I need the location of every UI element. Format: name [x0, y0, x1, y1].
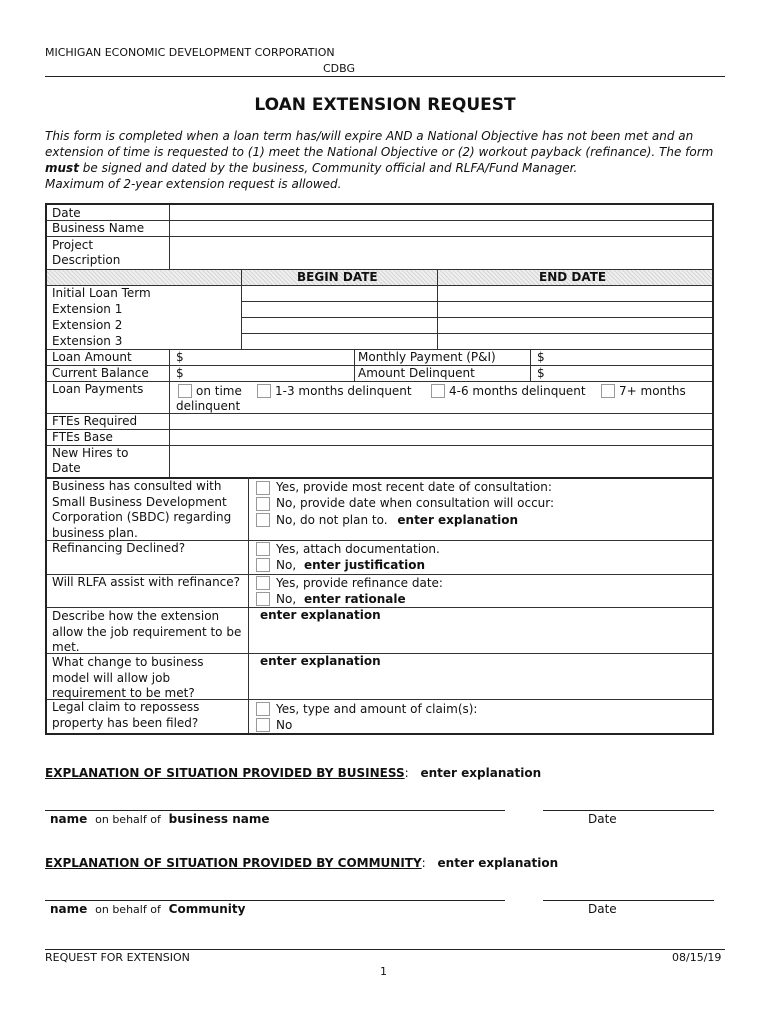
community-entity-field[interactable]: Community: [168, 902, 246, 916]
checkbox-refi-no[interactable]: [256, 558, 270, 572]
refi-yes: Yes, attach documentation.: [276, 542, 440, 556]
checkbox-rlfa-no[interactable]: [256, 592, 270, 606]
refi-no: [276, 558, 425, 574]
business-signature-line: [45, 810, 505, 811]
intro-p2a: The form: [659, 145, 714, 159]
legal-no: No: [276, 718, 293, 732]
label-ftes-base: FTEs Base: [52, 430, 113, 444]
community-heading: EXPLANATION OF SITUATION PROVIDED BY COMMUNITY: [45, 856, 422, 870]
checkbox-4-6-months[interactable]: [431, 384, 445, 398]
community-enter-explanation[interactable]: enter explanation: [437, 856, 559, 870]
business-date-label: Date: [588, 812, 617, 826]
checkbox-legal-yes[interactable]: [256, 702, 270, 716]
end-date-header: END DATE: [539, 270, 607, 284]
label-loan-amount: Loan Amount: [52, 350, 132, 364]
label-sbdc: Business has consulted with Small Business Development Corporation (SBDC) regarding business plan.: [52, 479, 232, 540]
legal-yes: Yes, type and amount of claim(s):: [276, 702, 478, 716]
loan-amount-dollar: $: [176, 350, 184, 364]
label-extension-1: Extension 1: [52, 302, 123, 316]
label-rlfa: Will RLFA assist with refinance?: [52, 575, 241, 589]
checkbox-1-3-months[interactable]: [257, 384, 271, 398]
form-title: LOAN EXTENSION REQUEST: [254, 95, 516, 115]
checkbox-on-time[interactable]: [178, 384, 192, 398]
opt-on-time: on time: [196, 384, 242, 398]
footer-rule: [45, 949, 725, 950]
page-number: 1: [380, 965, 387, 978]
label-project-2: Description: [52, 253, 121, 267]
label-refinancing: Refinancing Declined?: [52, 541, 186, 555]
label-project-1: Project: [52, 238, 94, 252]
rlfa-enter-rationale[interactable]: enter rationale: [303, 592, 406, 606]
label-legal: Legal claim to repossess property has been filed?: [52, 700, 200, 730]
amount-delinquent-dollar: $: [537, 366, 545, 380]
rlfa-no: [276, 592, 406, 608]
sbdc-yes: Yes, provide most recent date of consultation:: [276, 480, 552, 494]
business-signature: name on behalf of business name: [50, 812, 270, 826]
opt-1-3-months: 1-3 months delinquent: [275, 384, 412, 398]
footer-left: REQUEST FOR EXTENSION: [45, 951, 190, 964]
opt-on-time-2: delinquent: [176, 399, 241, 413]
sbdc-no: No, provide date when consultation will occur:: [276, 496, 555, 510]
label-change: What change to business model will allow job requirement to be met?: [52, 655, 204, 700]
begin-date-header: BEGIN DATE: [297, 270, 378, 284]
refi-enter-justification[interactable]: enter justification: [303, 558, 426, 572]
current-balance-dollar: $: [176, 366, 184, 380]
checkbox-7-months[interactable]: [601, 384, 615, 398]
table-header-shade: [47, 269, 712, 285]
change-enter-explanation[interactable]: enter explanation: [260, 654, 381, 668]
community-signature-line: [45, 900, 505, 901]
sbdc-no-plan: [276, 513, 518, 529]
label-initial-term: Initial Loan Term: [52, 286, 151, 300]
business-name-field[interactable]: name: [50, 812, 88, 826]
checkbox-sbdc-no-plan[interactable]: [256, 513, 270, 527]
opt-4-6-months: 4-6 months delinquent: [449, 384, 586, 398]
business-entity-field[interactable]: business name: [168, 812, 270, 826]
community-date-line: [543, 900, 714, 901]
checkbox-legal-no[interactable]: [256, 718, 270, 732]
opt-7-months: 7+ months: [619, 384, 686, 398]
business-enter-explanation[interactable]: enter explanation: [420, 766, 542, 780]
label-ftes-required: FTEs Required: [52, 414, 138, 428]
rlfa-yes: Yes, provide refinance date:: [276, 576, 443, 590]
checkbox-rlfa-yes[interactable]: [256, 576, 270, 590]
intro-p2c: be signed and dated by the business, Community official and RLFA/Fund Manager.: [78, 161, 578, 175]
label-extension-3: Extension 3: [52, 334, 123, 348]
community-name-field[interactable]: name: [50, 902, 88, 916]
community-section: EXPLANATION OF SITUATION PROVIDED BY COMMUNITY: enter explanation: [45, 856, 559, 870]
sbdc-no-plan-text: No, do not plan to.: [276, 513, 388, 527]
business-heading: EXPLANATION OF SITUATION PROVIDED BY BUSINESS: [45, 766, 405, 780]
refi-no-text: No,: [276, 558, 297, 572]
intro-must: must: [45, 161, 79, 175]
checkbox-refi-yes[interactable]: [256, 542, 270, 556]
footer-date: 08/15/19: [672, 951, 722, 964]
label-amount-delinquent: Amount Delinquent: [358, 366, 475, 380]
label-extension-2: Extension 2: [52, 318, 123, 332]
label-new-hires-2: Date: [52, 461, 81, 475]
checkbox-sbdc-yes[interactable]: [256, 481, 270, 495]
sbdc-enter-explanation[interactable]: enter explanation: [397, 513, 518, 527]
intro-p3: Maximum of 2-year extension request is allowed.: [45, 177, 342, 191]
community-date-label: Date: [588, 902, 617, 916]
label-date: Date: [52, 206, 81, 220]
monthly-payment-dollar: $: [537, 350, 545, 364]
label-new-hires-1: New Hires to: [52, 446, 129, 460]
describe-enter-explanation[interactable]: enter explanation: [260, 608, 381, 622]
program-name: CDBG: [323, 62, 356, 75]
label-business-name: Business Name: [52, 221, 145, 235]
label-monthly-payment: Monthly Payment (P&I): [358, 350, 496, 364]
header-rule: [45, 76, 725, 77]
checkbox-sbdc-no[interactable]: [256, 497, 270, 511]
label-current-balance: Current Balance: [52, 366, 149, 380]
label-loan-payments: Loan Payments: [52, 382, 144, 396]
loan-form-table: [45, 203, 714, 735]
rlfa-no-text: No,: [276, 592, 297, 606]
business-date-line: [543, 810, 714, 811]
intro-text: [45, 128, 725, 192]
org-name: MICHIGAN ECONOMIC DEVELOPMENT CORPORATION: [45, 46, 335, 59]
intro-p1: This form is completed when a loan term has/will expire AND a National Objective has not been met and an extension of time is requested to (1) meet the National Objective or (2) workout payback (refinance).: [45, 129, 694, 159]
community-signature: name on behalf of Community: [50, 902, 246, 916]
label-describe: Describe how the extension allow the job requirement to be met.: [52, 609, 242, 654]
business-section: EXPLANATION OF SITUATION PROVIDED BY BUSINESS: enter explanation: [45, 766, 542, 780]
